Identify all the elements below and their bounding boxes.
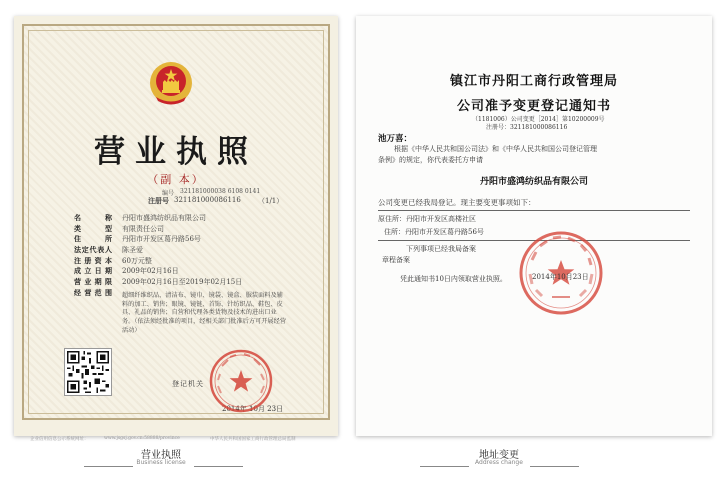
field-value: 丹阳市盛鸿纺织品有限公司: [122, 214, 206, 222]
caption-business-license-en: Business license: [136, 459, 186, 466]
notice-divider-top: [378, 210, 690, 211]
registration-label: 注册号: [148, 196, 169, 205]
change-registration-notice: [356, 16, 712, 436]
caption-line-left: [420, 466, 469, 467]
license-subtitle: （副 本）: [147, 173, 205, 186]
footer-supervisor-note: 中华人民共和国国家工商行政管理总局监制: [210, 437, 296, 442]
field-label: 注册资本: [74, 255, 112, 265]
license-issue-date: 2014年 10月 23日: [222, 405, 284, 413]
footer-website-url: www.jsgsj.gov.cn:58888/province: [104, 436, 180, 441]
field-label: 住所: [74, 234, 112, 244]
field-label: 营业期限: [74, 277, 112, 287]
notice-change-intro: 公司变更已经我局登记。现主要变更事项如下：: [378, 198, 536, 207]
notice-authority-title: 镇江市丹阳工商行政管理局: [449, 74, 618, 89]
notice-title: 公司准予变更登记通知书: [456, 99, 611, 114]
notice-addressee: 池万喜：: [378, 134, 413, 144]
field-label: 经营范围: [74, 287, 112, 297]
field-value: 60万元整: [122, 256, 152, 265]
field-value: 陈圣爱: [122, 246, 143, 255]
qr-code-icon: [64, 348, 112, 396]
license-number-label: 编号: [162, 190, 175, 197]
field-label: 类型: [74, 223, 112, 233]
notice-new-address: 住所：丹阳市开发区葛丹路56号: [384, 228, 484, 236]
license-title: 营业执照: [94, 134, 258, 170]
notice-charter-filing: 章程备案: [382, 256, 410, 264]
footer-website-label: 企业信用信息公示系统网址：: [30, 437, 89, 442]
notice-pickup-instruction: 凭此通知书10日内领取营业执照。: [400, 275, 507, 283]
caption-line-left: [84, 466, 133, 467]
license-number: 321181000038 6108 0141: [180, 188, 261, 195]
business-scope-text: 超细纤维织品、清洁布、镜巾、镜袋、镜盒、服装面料及辅料的加工、销售；眼镜、镜链、首饰、针纺织品、鞋包、皮具、礼品的销售；自营和代理各类货物及技术的进出口业务。（依法须经批准的项目，经相关部门批准后方可开展经营活动）: [122, 292, 286, 334]
notice-company-name: 丹阳市盛鸿纺织品有限公司: [479, 177, 588, 187]
field-value: 有限责任公司: [122, 224, 164, 233]
notice-basis-line-1: 根据《中华人民共和国公司法》和《中华人民共和国公司登记管理: [394, 145, 597, 153]
caption-line-right: [194, 466, 243, 467]
caption-address-change-en: Address change: [475, 459, 523, 466]
notice-old-address: 原住所：丹阳市开发区高楼社区: [378, 215, 476, 223]
caption-line-right: [530, 466, 579, 467]
notice-filing-note: 下列事项已经我局备案: [406, 245, 476, 253]
official-seal-icon: [208, 348, 274, 414]
field-label: 法定代表人: [74, 245, 112, 255]
field-label: 成立日期: [74, 266, 112, 276]
caption-address-change: 地址变更: [479, 450, 519, 461]
page-mark: （1/1）: [258, 197, 284, 205]
notice-document-number: （1181006）公司变更［2014］第10200009号: [472, 116, 605, 123]
field-value: 2009年02月16日至2019年02月15日: [122, 278, 243, 287]
national-emblem-icon: [148, 60, 194, 106]
notice-issue-date: 2014年10月23日: [532, 273, 589, 281]
registration-number: 321181000086116: [174, 196, 241, 204]
business-license-document: [14, 16, 338, 442]
field-label: 名称: [74, 213, 112, 222]
notice-registration-number: 注册号：321181000086116: [486, 124, 568, 131]
field-value: 2009年02月16日: [122, 267, 179, 276]
notice-basis-line-2: 条例》的规定，你代表委托方申请: [378, 156, 483, 164]
registration-authority-label: 登记机关: [172, 380, 204, 388]
caption-business-license: 营业执照: [141, 450, 181, 461]
field-value: 丹阳市开发区葛丹路56号: [122, 235, 201, 244]
